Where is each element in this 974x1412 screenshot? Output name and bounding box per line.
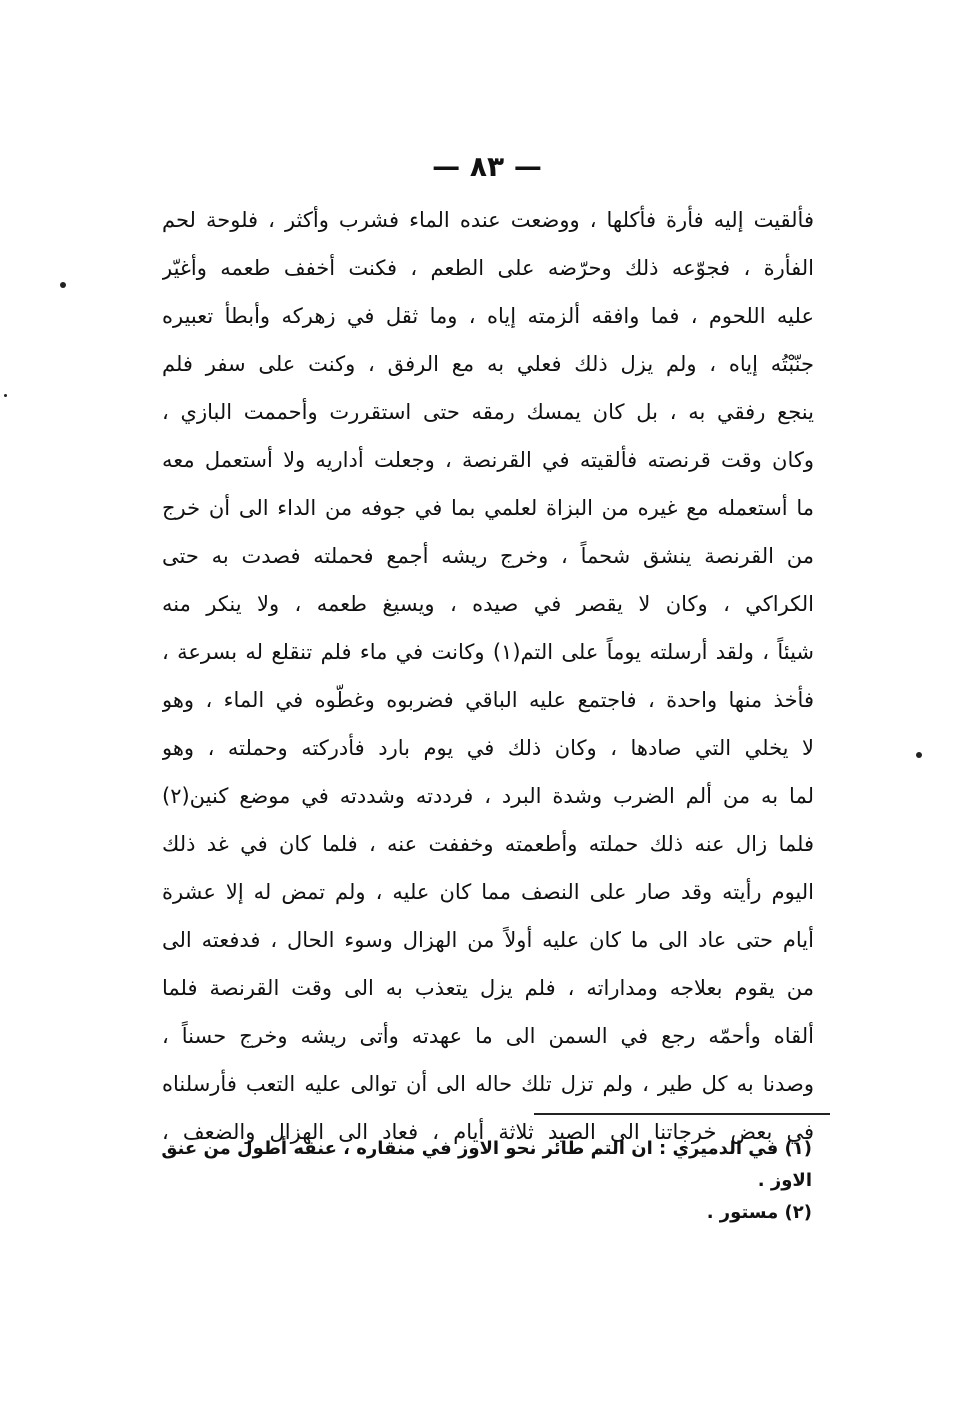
scan-speck	[916, 752, 922, 758]
text-line: في بعض خرجاتنا الى الصيد ثلاثة أيام ، فعاد الى الهزال والضعف ،	[162, 1120, 814, 1144]
footnote-1: (١) في الدميري : ان التم طائر نحو الاوز في منقاره ، عنقه أطول من عنق	[161, 1138, 812, 1159]
text-line: فلما زال عنه ذلك حملته وأطعمته وخففت عنه ، فلما كان في غد ذلك	[162, 832, 814, 856]
scan-speck	[4, 394, 7, 397]
text-line: وصدنا به كل طير ، ولم تزل تلك حاله الى أن توالى عليه التعب فأرسلناه	[162, 1072, 814, 1096]
footnote-1-continuation: الاوز .	[757, 1170, 812, 1191]
text-line: ينجع رفقي به ، بل كان يمسك رمقه حتى استقررت وأحممت البازي ،	[162, 400, 814, 424]
text-line: ما أستعمله مع غيره من البزاة لعلمي بما في جوفه من الداء الى أن خرج	[162, 496, 814, 520]
text-line: أيام حتى عاد الى ما كان عليه أولاً من الهزال وسوء الحال ، فدفعته الى	[162, 928, 814, 952]
text-line: من القرنصة ينشق شحماً ، وخرج ريشه أجمع فحملته فصدت به حتى	[162, 544, 814, 568]
page-number: — ٨٣ —	[432, 150, 542, 183]
scan-speck	[60, 282, 66, 288]
text-line: اليوم رأيته وقد صار على النصف مما كان عليه ، ولم تمض له إلا عشرة	[162, 880, 814, 904]
footnotes	[160, 1133, 812, 1229]
text-line: لا يخلي التي صادها ، وكان ذلك في يوم بارد فأدركته وحملته ، وهو	[162, 736, 814, 760]
footnote-divider	[534, 1113, 830, 1115]
text-line: الفأرة ، فجوّعه ذلك وحرّضه على الطعم ، فكنت أخفف طعمه وأغيّر	[162, 256, 814, 280]
text-line: لما به من ألم الضرب وشدة البرد ، فرددته وشددته في موضع كنين(٢)	[162, 784, 814, 808]
text-line: من يقوم بعلاجه ومداراته ، فلم يزل يتعذب به الى وقت القرنصة فلما	[162, 976, 814, 1000]
text-line: شيئاً ، ولقد أرسلته يوماً على التم(١) وكانت في ماء فلم تنقلع له بسرعة ،	[162, 640, 814, 664]
text-line: الكراكي ، وكان لا يقصر في صيده ، ويسيغ طعمه ، ولا ينكر منه	[162, 592, 814, 616]
text-line: جنّبْتُه إياه ، ولم يزل ذلك فعلي به مع الرفق ، وكنت على سفر فلم	[162, 352, 814, 376]
text-line: ألقاه وأحمّه رجع في السمن الى ما عهدته وأتى ريشه وخرج حسناً ،	[162, 1024, 814, 1048]
text-line: عليه اللحوم ، فما وافقه ألزمته إياه ، وما ثقل في زهركه وأبطأ تعبيره	[162, 304, 814, 328]
footnote-2: (٢) مستور .	[706, 1202, 812, 1223]
text-line: فألقيت إليه فأرة فأكلها ، ووضعت عنده الماء فشرب وأكثر ، فلوحة لحم	[162, 208, 814, 232]
text-line: وكان وقت قرنصته فألقيته في القرنصة ، وجعلت أداريه ولا أستعمل معه	[162, 448, 814, 472]
text-line: فأخذ منها واحدة ، فاجتمع عليه الباقي فضربوه وغطّوه في الماء ، وهو	[162, 688, 814, 712]
